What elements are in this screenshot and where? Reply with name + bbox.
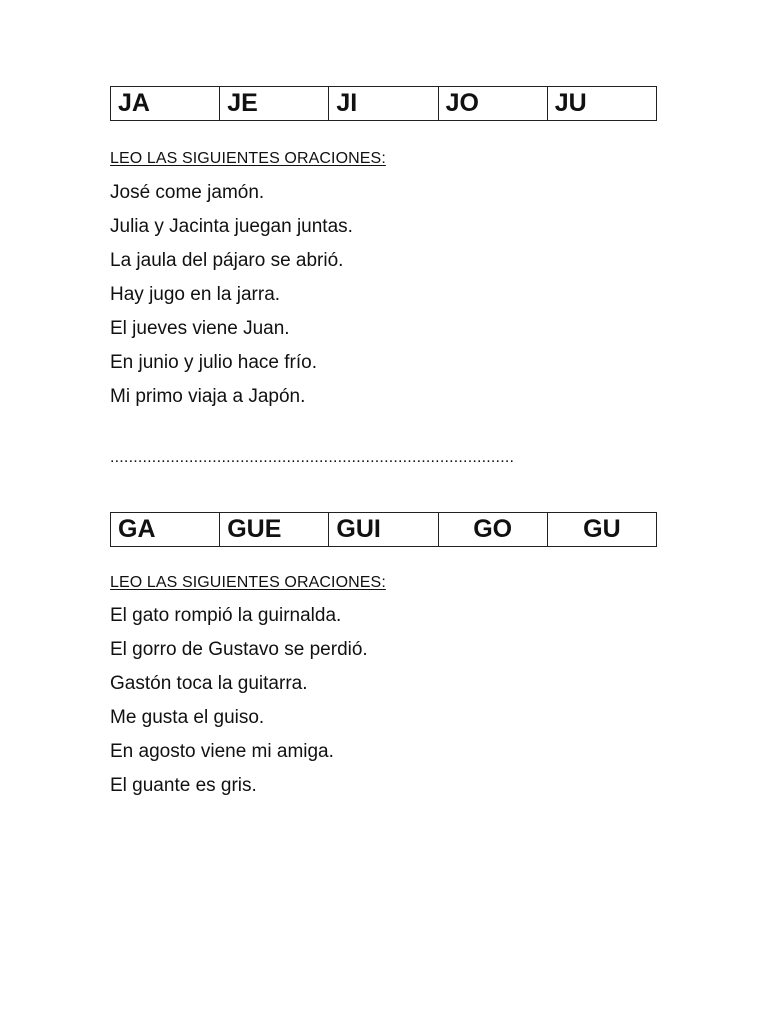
sentence-item: El gorro de Gustavo se perdió. (110, 639, 368, 660)
sentence-item: El guante es gris. (110, 775, 257, 796)
syllable-row (111, 513, 657, 547)
syllable-table-j (110, 86, 657, 121)
syllable-cell: GA (111, 513, 220, 547)
syllable-cell: GO (438, 513, 547, 547)
sentence-item: En junio y julio hace frío. (110, 352, 318, 373)
syllable-cell: JA (111, 87, 220, 121)
syllable-cell: GU (547, 513, 656, 547)
syllable-cell: JE (220, 87, 329, 121)
syllable-table-g (110, 512, 657, 547)
section-heading-j: LEO LAS SIGUIENTES ORACIONES: (110, 150, 386, 167)
sentence-item: El gato rompió la guirnalda. (110, 605, 342, 626)
sentence-item: José come jamón. (110, 182, 265, 203)
syllable-cell: JO (438, 87, 547, 121)
syllable-cell: JI (329, 87, 438, 121)
dotted-divider: ....................................................................................... (110, 449, 515, 466)
sentence-item: Mi primo viaja a Japón. (110, 386, 306, 407)
sentence-item: Gastón toca la guitarra. (110, 673, 308, 694)
sentence-item: El jueves viene Juan. (110, 318, 290, 339)
sentence-item: Julia y Jacinta juegan juntas. (110, 216, 353, 237)
sentence-list-g (110, 605, 368, 809)
syllable-cell: JU (547, 87, 656, 121)
sentence-item: La jaula del pájaro se abrió. (110, 250, 344, 271)
sentence-item: Hay jugo en la jarra. (110, 284, 281, 305)
sentence-item: Me gusta el guiso. (110, 707, 265, 728)
syllable-row (111, 87, 657, 121)
syllable-cell: GUE (220, 513, 329, 547)
section-heading-g: LEO LAS SIGUIENTES ORACIONES: (110, 574, 386, 591)
syllable-cell: GUI (329, 513, 438, 547)
sentence-list-j (110, 182, 353, 420)
sentence-item: En agosto viene mi amiga. (110, 741, 334, 762)
